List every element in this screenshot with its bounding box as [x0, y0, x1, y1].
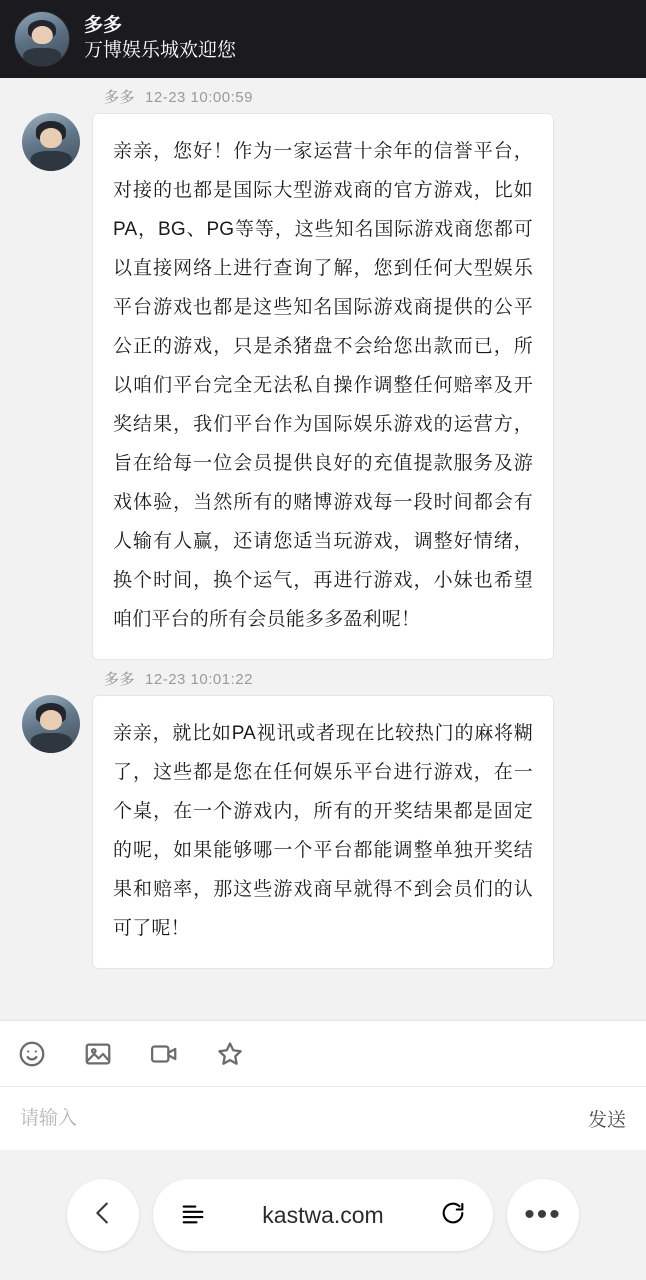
message-list[interactable]: [0, 78, 646, 990]
emoji-icon[interactable]: [16, 1038, 48, 1070]
message-timestamp: [12, 78, 634, 113]
message-composer: [0, 1086, 646, 1150]
url-bar[interactable]: [153, 1179, 493, 1251]
video-icon[interactable]: [148, 1038, 180, 1070]
avatar[interactable]: [22, 695, 80, 753]
avatar: [14, 11, 70, 67]
timestamp-value: 12-23 10:00:59: [145, 89, 253, 106]
message-timestamp: [12, 660, 634, 695]
chat-header: [0, 0, 646, 78]
chevron-left-icon: [88, 1198, 118, 1233]
message-item: [12, 113, 634, 660]
timestamp-value: 12-23 10:01:22: [145, 671, 253, 688]
message-sender: 多多: [104, 671, 136, 688]
header-texts: [84, 15, 236, 63]
message-item: [12, 695, 634, 969]
more-button[interactable]: [507, 1179, 579, 1251]
message-bubble: 亲亲，您好！作为一家运营十余年的信誉平台，对接的也都是国际大型游戏商的官方游戏，比如PA，BG、PG等等，这些知名国际游戏商您都可以直接网络上进行查询了解，您到任何大型娱乐平台游戏也都是这些知名国际游戏商提供的公平公正的游戏，只是杀猪盘不会给您出款而已，所以咱们平台完全无法私自操作调整任何赔率及开奖结果，我们平台作为国际娱乐游戏的运营方，旨在给每一位会员提供良好的充值提款服务及游戏体验，当然所有的赌博游戏每一段时间都会有人输有人赢，还请您适当玩游戏，调整好情绪，换个时间，换个运气，再进行游戏，小妹也希望咱们平台的所有会员能多多盈利呢！: [92, 113, 554, 660]
message-input[interactable]: [20, 1108, 572, 1130]
back-button[interactable]: [67, 1179, 139, 1251]
more-dots-icon: •••: [524, 1198, 562, 1231]
avatar[interactable]: [22, 113, 80, 171]
contact-name: 多多: [84, 15, 123, 36]
reload-icon[interactable]: [439, 1199, 467, 1232]
composer-toolbar: [0, 1020, 646, 1086]
message-bubble: 亲亲，就比如PA视讯或者现在比较热门的麻将糊了，这些都是您在任何娱乐平台进行游戏，在一个桌，在一个游戏内，所有的开奖结果都是固定的呢，如果能够哪一个平台都能调整单独开奖结果和赔率，那这些游戏商早就得不到会员们的认可了呢！: [92, 695, 554, 969]
image-icon[interactable]: [82, 1038, 114, 1070]
reader-view-icon[interactable]: [179, 1199, 207, 1232]
star-icon[interactable]: [214, 1038, 246, 1070]
send-button[interactable]: 发送: [572, 1105, 626, 1132]
contact-subtitle: 万博娱乐城欢迎您: [84, 40, 237, 61]
url-text: kastwa.com: [262, 1201, 384, 1228]
browser-bottom-bar: [0, 1150, 646, 1280]
message-sender: 多多: [104, 89, 136, 106]
